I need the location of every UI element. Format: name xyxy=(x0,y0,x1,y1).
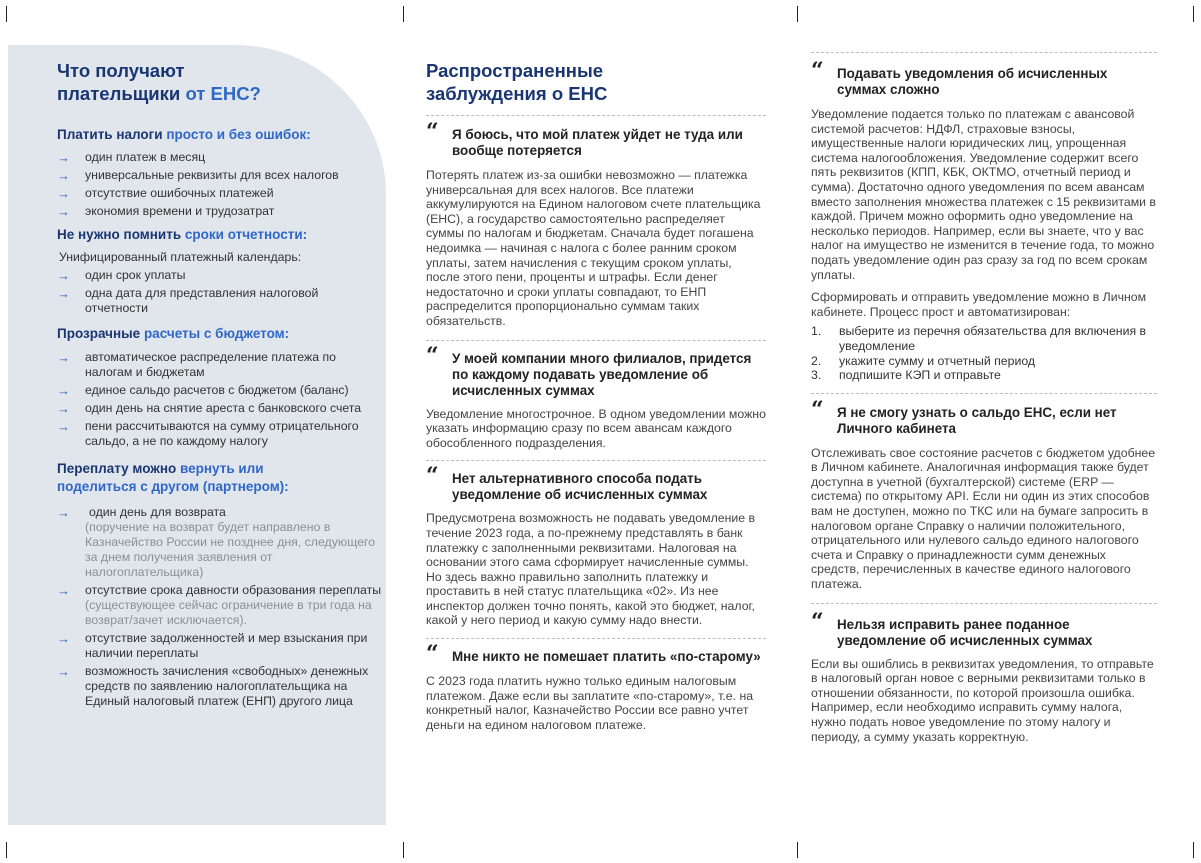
list-item: → пени рассчитываются на сумму отрицательного сальдо, а не по каждому налогу xyxy=(57,419,359,448)
list-item: → универсальные реквизиты для всех налогов xyxy=(57,168,339,183)
myth-heading: “ Мне никто не помешает платить «по-старому» xyxy=(426,641,761,668)
arrow-right-icon: → xyxy=(57,168,70,183)
list-item: → один день на снятие ареста с банковского счета xyxy=(57,401,362,416)
list-item: → один срок уплаты xyxy=(57,268,186,283)
list-item: → одна дата для представления налоговой отчетности xyxy=(57,286,319,315)
arrow-right-icon: → xyxy=(57,505,70,520)
arrow-right-icon: → xyxy=(57,286,70,301)
arrow-right-icon: → xyxy=(57,383,70,398)
divider xyxy=(811,52,1157,53)
divider xyxy=(426,460,766,461)
crop-mark xyxy=(6,842,7,858)
benefits-title: Что получают плательщики от ЕНС? xyxy=(57,60,261,104)
myth-heading: “ Я не смогу узнать о сальдо ЕНС, если нет Личного кабинета xyxy=(811,396,1117,436)
quote-icon: “ xyxy=(426,641,436,668)
myths-column-continued xyxy=(811,52,1157,744)
crop-mark xyxy=(6,6,7,22)
myth-answer: Если вы ошиблись в реквизитах уведомления, то отправьте в налоговый орган новое с верными реквизитами только в отношении обязанности, по которой произошла ошибка. Например, если необходимо исправить сумму налога, нужно подать новое уведомление по этому налогу и периоду, а сумму указать корректную. xyxy=(811,656,1154,744)
myth-heading: “ Я боюсь, что мой платеж уйдет не туда или вообще потеряется xyxy=(426,119,743,158)
list-item: → отсутствие задолженностей и мер взыскания при наличии переплаты xyxy=(57,631,368,660)
list-item: 3. подпишите КЭП и отправьте xyxy=(811,368,1001,383)
divider xyxy=(426,638,766,639)
myth-heading: “ Нельзя исправить ранее поданное уведомление об исчисленных суммах xyxy=(811,608,1093,648)
quote-icon: “ xyxy=(426,463,436,490)
myths-column xyxy=(426,59,766,732)
myth-answer: С 2023 года платить нужно только единым налоговым платежом. Даже если вы заплатите «по-старому», т.е. на конкретный налог, Казначейство России все равно учтет деньги на едином налоговом платеже. xyxy=(426,674,754,732)
arrow-right-icon: → xyxy=(57,631,70,646)
crop-mark xyxy=(1193,842,1194,858)
benefits-list xyxy=(57,268,382,316)
crop-mark xyxy=(403,842,404,858)
quote-icon: “ xyxy=(426,342,436,369)
divider xyxy=(426,340,766,341)
divider xyxy=(811,393,1157,394)
list-item: → один платеж в месяц xyxy=(57,150,206,165)
arrow-right-icon: → xyxy=(57,419,70,434)
arrow-right-icon: → xyxy=(57,268,70,283)
section-heading: Не нужно помнить сроки отчетности: xyxy=(57,227,308,242)
arrow-right-icon: → xyxy=(57,401,70,416)
benefits-list xyxy=(57,505,382,709)
section-intro: Унифицированный платежный календарь: xyxy=(59,250,302,264)
list-item: → автоматическое распределение платежа по налогам и бюджетам xyxy=(57,350,336,379)
divider xyxy=(811,603,1157,604)
list-item: → отсутствие ошибочных платежей xyxy=(57,186,274,201)
myth-answer: Потерять платеж из-за ошибки невозможно — платежка универсальная для всех налогов. Все платежи аккумулируются на Едином налоговом счете плательщика (ЕНС), а государство самостоятельно распределяет суммы по налогам и бюджетам. Сначала будет погашена недоимка — начиная с налога с более ранним сроком уплаты, затем начисления с текущим сроком уплаты, после этого пени, проценты и штрафы. Если денег недостаточно и сроки уплаты совпадают, то ЕНП распределится пропорционально суммам таких обязательств. xyxy=(426,168,761,328)
section-heading: Платить налоги просто и без ошибок: xyxy=(57,127,311,142)
myth-heading: “ У моей компании много филиалов, придется по каждому подавать уведомление об исчисленных суммах xyxy=(426,342,752,398)
myth-answer: Уведомление подается только по платежам с авансовой системой расчетов: НДФЛ, страховые взносы, имущественные налоги юридических лиц, упрощенная система налогообложения. Уведомление содержит всего пять реквизитов (КПП, КБК, ОКТМО, отчетный период и сумма). Достаточно одного уведомления по всем авансам вместо заполнения множества платежек с 15 реквизитами в каждой. Причем можно оформить одно уведомление на несколько периодов. Например, если вы знаете, что у вас налог на имущество не изменится в течение года, то можно подать уведомление один раз сразу за год по всем срокам уплаты. xyxy=(811,107,1156,282)
list-item: 2. укажите сумму и отчетный период xyxy=(811,353,1036,368)
crop-mark xyxy=(797,6,798,22)
myths-title: Распространенные заблуждения о ЕНС xyxy=(426,60,608,104)
list-item: → отсутствие срока давности образования переплаты (существующее сейчас ограничение в три года на возврат/зачет исключается). xyxy=(57,583,382,627)
crop-mark xyxy=(797,842,798,858)
divider xyxy=(426,115,766,116)
arrow-right-icon: → xyxy=(57,583,70,598)
section-heading: Прозрачные расчеты с бюджетом: xyxy=(57,326,290,341)
arrow-right-icon: → xyxy=(57,350,70,365)
myth-answer: Сформировать и отправить уведомление можно в Личном кабинете. Процесс прост и автоматизирован: xyxy=(811,290,1147,319)
myth-heading: “ Нет альтернативного способа подать уведомление об исчисленных суммах xyxy=(426,463,708,503)
myth-answer: Отслеживать свое состояние расчетов с бюджетом удобнее в Личном кабинете. Аналогичная информация также будет доступна в учетной (бухгалтерской) системе (ERP — система) по открытому API. Если ни один из этих способов вам не доступен, можно по ТКС или на бумаге запросить в налоговом органе Справку о наличии положительного, отрицательного или нулевого сальдо единого налогового счета и Справку о принадлежности сумм денежных средств, перечисленных в качестве единого налогового платежа. xyxy=(811,445,1156,592)
list-item: → экономия времени и трудозатрат xyxy=(57,204,275,219)
quote-icon: “ xyxy=(811,396,821,423)
steps-list xyxy=(811,324,1157,382)
benefits-list xyxy=(57,350,382,449)
quote-icon: “ xyxy=(426,119,436,145)
benefits-column xyxy=(57,59,382,712)
list-item: → возможность зачисления «свободных» денежных средств по заявлению налогоплательщика на Единый налоговый платеж (ЕНП) другого лица xyxy=(57,664,369,708)
list-item: → один день для возврата (поручение на возврат будет направлено в Казначейство России не позднее дня, следующего за днем получения заявления от налогоплательщика) xyxy=(57,505,375,579)
myth-heading: “ Подавать уведомления об исчисленных суммах сложно xyxy=(811,58,1108,97)
list-item: → единое сальдо расчетов с бюджетом (баланс) xyxy=(57,383,349,398)
crop-mark xyxy=(1193,6,1194,22)
arrow-right-icon: → xyxy=(57,186,70,201)
section-heading: Переплату можно вернуть или поделиться с другом (партнером): xyxy=(57,461,289,494)
arrow-right-icon: → xyxy=(57,204,70,219)
crop-mark xyxy=(403,6,404,22)
myth-answer: Предусмотрена возможность не подавать уведомление в течение 2023 года, а по-прежнему представлять в банк платежку с заполненными реквизитами. Налоговая на основании этого сама сформирует начисленные суммы. Но здесь важно правильно заполнить платежку и проставить в ней статус плательщика «02». Из нее инспектор должен точно понять, какой это бюджет, налог, какой у него период и какую сумму надо внести. xyxy=(426,511,756,628)
list-item: 1. выберите из перечня обязательства для включения в уведомление xyxy=(811,324,1147,353)
quote-icon: “ xyxy=(811,58,821,84)
benefits-list xyxy=(57,150,382,219)
myth-answer: Уведомление многострочное. В одном уведомлении можно указать информацию сразу по всем авансам каждого обособленного подразделения. xyxy=(426,406,766,450)
arrow-right-icon: → xyxy=(57,150,70,165)
arrow-right-icon: → xyxy=(57,664,70,679)
quote-icon: “ xyxy=(811,608,821,635)
